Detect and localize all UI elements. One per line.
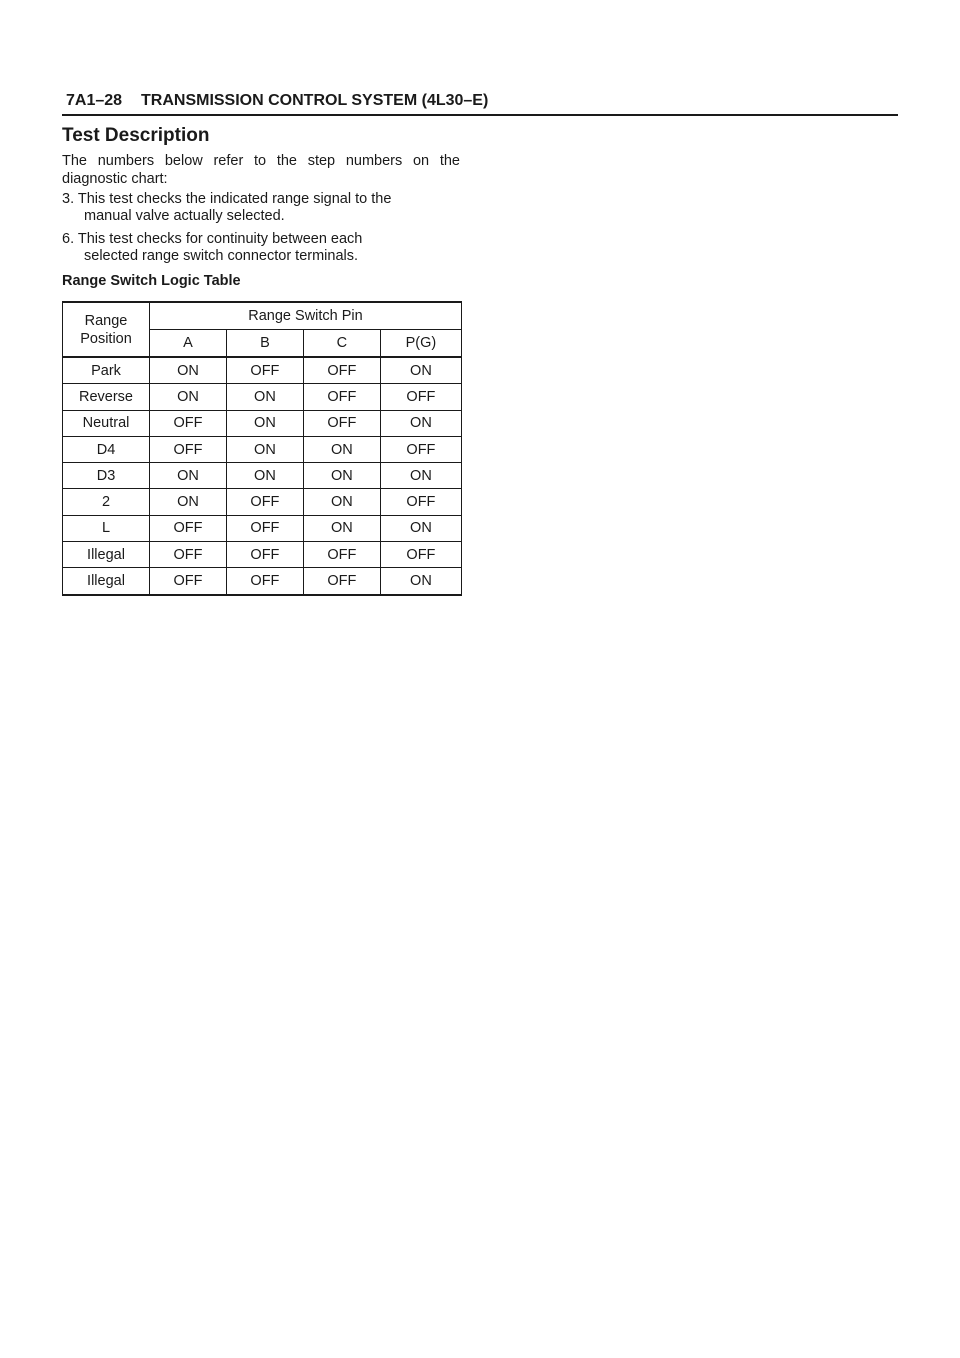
pin-cell: ON [303,515,380,541]
table-row [63,410,462,436]
pin-cell: OFF [303,568,380,595]
pin-cell: ON [380,515,461,541]
pin-cell: ON [380,410,461,436]
table-row [63,542,462,568]
step-text-line2: selected range switch connector terminals. [84,248,359,264]
step-text-line1: 6. This test checks for continuity between each [62,231,363,247]
pin-cell: OFF [150,410,227,436]
position-cell: Park [63,357,150,384]
pin-cell: ON [150,384,227,410]
table-row [63,357,462,384]
pin-cell: ON [303,489,380,515]
pin-header-pg: P(G) [380,330,461,358]
pin-cell: ON [150,357,227,384]
pin-header-a: A [150,330,227,358]
range-switch-pin-header: Range Switch Pin [150,302,462,330]
pin-cell: ON [150,463,227,489]
pin-cell: OFF [226,489,303,515]
table-row [63,384,462,410]
position-cell: D3 [63,463,150,489]
pin-cell: OFF [380,489,461,515]
pin-cell: ON [226,384,303,410]
position-cell: Reverse [63,384,150,410]
pin-cell: ON [380,568,461,595]
page-code: 7A1–28 [66,92,123,109]
table-header-row [63,302,462,330]
pin-cell: OFF [303,357,380,384]
intro-paragraph: The numbers below refer to the step numbers on the diagnostic chart: [62,153,460,187]
position-cell: L [63,515,150,541]
pin-cell: OFF [380,436,461,462]
position-cell: D4 [63,436,150,462]
table-row [63,463,462,489]
table-row [63,436,462,462]
table-row [63,515,462,541]
pin-cell: OFF [226,515,303,541]
pin-cell: ON [226,436,303,462]
table-row [63,489,462,515]
pin-cell: ON [380,463,461,489]
range-position-header [63,302,150,357]
pin-cell: OFF [150,515,227,541]
pin-cell: ON [150,489,227,515]
position-cell: Illegal [63,568,150,595]
pin-header-c: C [303,330,380,358]
chapter-title: TRANSMISSION CONTROL SYSTEM (4L30–E) [141,92,489,109]
pin-cell: OFF [303,384,380,410]
pin-cell: ON [380,357,461,384]
pin-cell: OFF [150,568,227,595]
section-title: Test Description [62,125,210,146]
range-position-header-line1: Range [84,312,128,329]
position-cell: 2 [63,489,150,515]
step-text-line1: 3. This test checks the indicated range signal to the [62,191,392,207]
pin-cell: ON [226,410,303,436]
table-title: Range Switch Logic Table [62,273,241,289]
pin-cell: OFF [150,436,227,462]
pin-cell: OFF [226,357,303,384]
range-position-header-line2: Position [80,330,132,347]
page-header [62,90,898,116]
step-item-3 [62,191,462,225]
pin-cell: OFF [303,410,380,436]
pin-cell: ON [303,463,380,489]
pin-cell: OFF [380,384,461,410]
position-cell: Neutral [63,410,150,436]
pin-cell: OFF [226,542,303,568]
range-switch-logic-table [62,301,462,596]
pin-cell: OFF [150,542,227,568]
step-text-line2: manual valve actually selected. [84,208,285,224]
pin-cell: ON [303,436,380,462]
table-row [63,568,462,595]
step-item-6 [62,231,462,265]
pin-header-b: B [226,330,303,358]
pin-cell: OFF [303,542,380,568]
position-cell: Illegal [63,542,150,568]
pin-cell: OFF [380,542,461,568]
pin-cell: ON [226,463,303,489]
pin-cell: OFF [226,568,303,595]
